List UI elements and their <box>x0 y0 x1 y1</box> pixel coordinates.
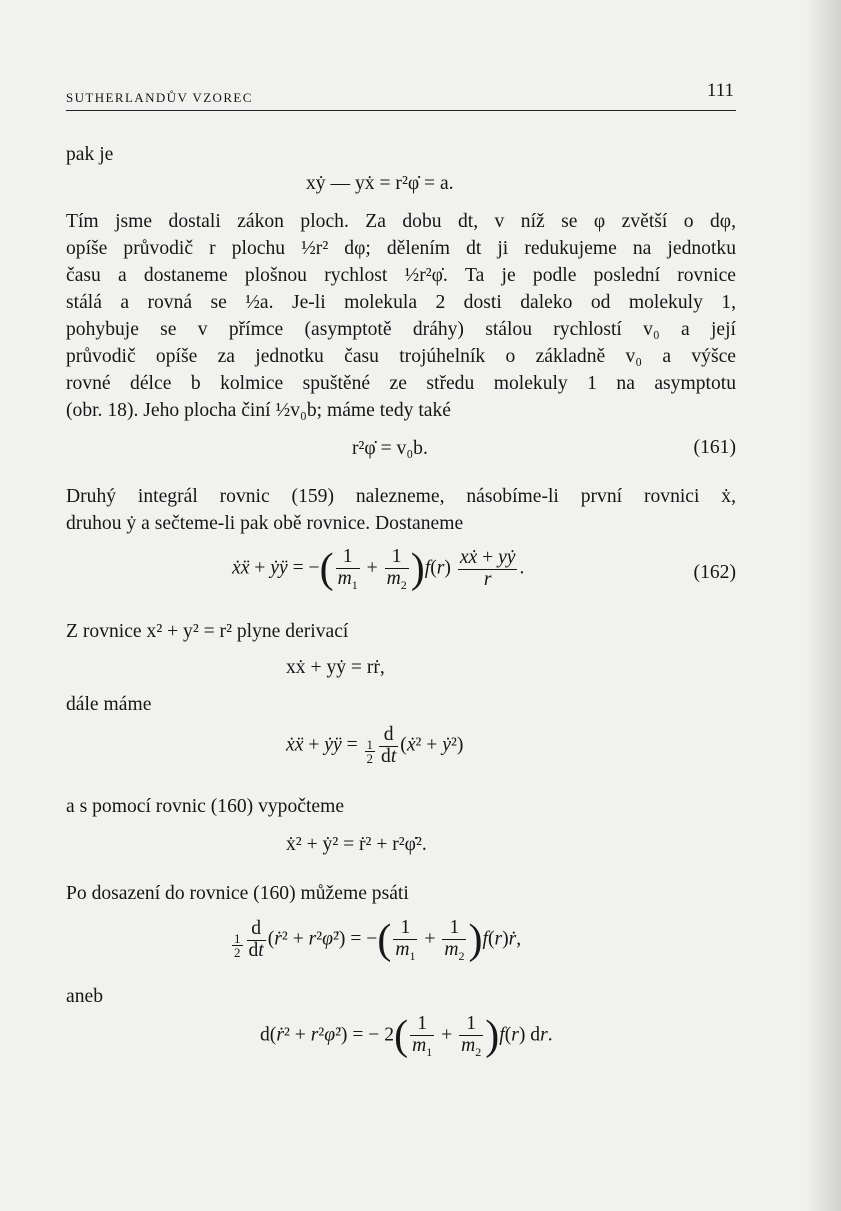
paragraph-text: pak je <box>66 144 114 165</box>
text-line: pohybuje se v přímce (asymptotě dráhy) stálou rychlostí v₀ a její <box>66 319 736 340</box>
equation-final: d(ṙ² + r²φ̇²) = − 2( $\frac{1}{m_1}$ + $\frac{1}{m_2}$ )f(r) dr. <box>260 1013 553 1060</box>
text-line: rovné délce b kolmice spuštěné ze středu molekuly 1 na asymptotu <box>66 373 736 394</box>
text-line: Tím jsme dostali zákon ploch. Za dobu dt, v níž se φ zvětší o dφ, <box>66 211 736 232</box>
text-line: (obr. 18). Jeho plocha činí ½v₀b; máme tedy také <box>66 400 451 421</box>
text-line: času a dostaneme plošnou rychlost ½r²φ̇. Ta je podle poslední rovnice <box>66 265 736 286</box>
equation-number: (162) <box>693 562 736 583</box>
header-rule <box>66 110 736 111</box>
page-number: 111 <box>706 80 734 101</box>
page-header <box>66 80 736 112</box>
equation-energy-derivative: ẋẍ + ẏÿ = $\frac{1}{2}$ $\frac{d}{dt}$ (ẋ² + ẏ²) <box>286 724 464 767</box>
running-title: SUTHERLANDŮV VZOREC <box>66 90 253 105</box>
page-edge-shadow <box>805 0 841 1211</box>
text-line: opíše průvodič r plochu ½r² dφ; dělením dt ji redukujeme na jednotku <box>66 238 736 259</box>
text-line: stálá a rovná se ½a. Je-li molekula 2 dosti daleko od molekuly 1, <box>66 292 736 313</box>
paragraph-text: dále máme <box>66 694 152 715</box>
equation-after-substitution: $\frac{1}{2}$ $\frac{d}{dt}$ (ṙ² + r²φ̇²) = −( $\frac{1}{m_1}$ + $\frac{1}{m_2}$ )f(r)ṙ, <box>234 917 522 964</box>
equation-law-of-areas: xẏ — yẋ = r²φ̇ = a. <box>306 173 454 194</box>
equation-162: ẋẍ + ẏÿ = −( $\frac{1}{m_1}$ + $\frac{1}{m_2}$ )f(r) $\frac{\text{xẋ + yẏ}}{r}$ . <box>232 546 525 593</box>
paragraph-text: Po dosazení do rovnice (160) můžeme psáti <box>66 883 409 904</box>
paragraph-text: a s pomocí rovnic (160) vypočteme <box>66 796 345 817</box>
text-line: druhou ẏ a sečteme-li pak obě rovnice. Dostaneme <box>66 513 464 534</box>
paragraph-text: Z rovnice x² + y² = r² plyne derivací <box>66 621 349 642</box>
text-line: průvodič opíše za jednotku času trojúhelník o základně v₀ a výšce <box>66 346 736 367</box>
equation-161: r²φ̇ = v₀b. <box>352 438 428 459</box>
paragraph-text: aneb <box>66 986 103 1007</box>
equation-number: (161) <box>693 437 736 458</box>
text-line: Druhý integrál rovnic (159) nalezneme, násobíme-li první rovnici ẋ, <box>66 486 736 507</box>
equation-derivative: xẋ + yẏ = rṙ, <box>286 657 385 678</box>
equation-velocity-squared: ẋ² + ẏ² = ṙ² + r²φ̇². <box>286 834 427 855</box>
